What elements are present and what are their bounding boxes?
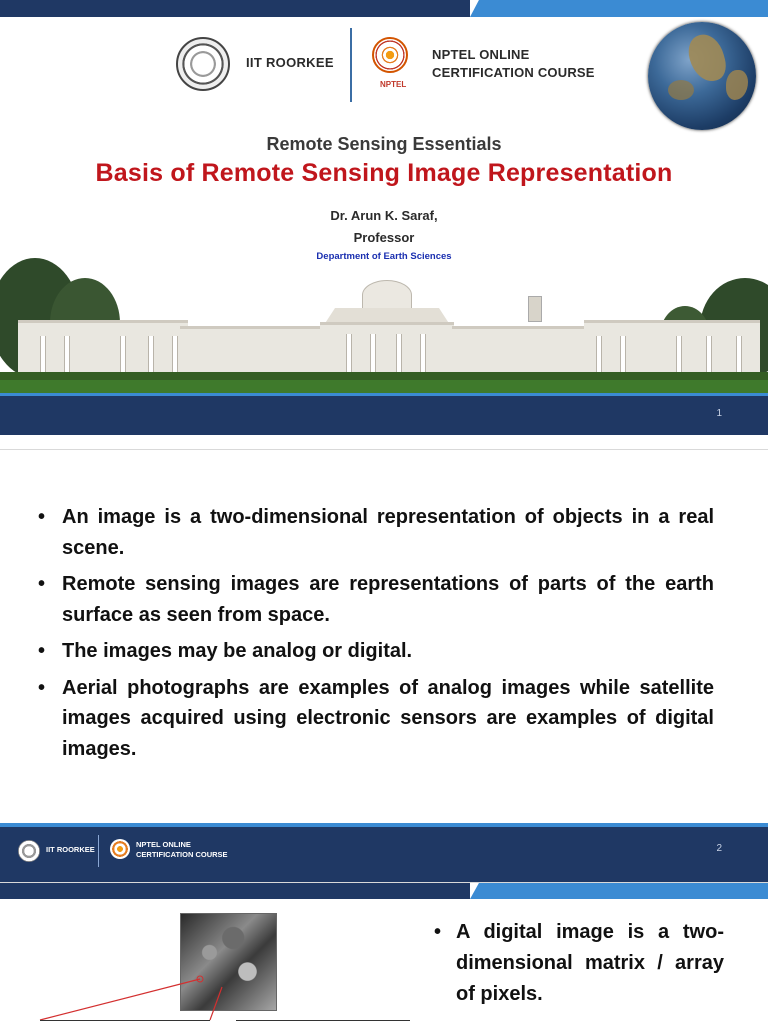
- list-item: • Remote sensing images are representations of parts of the earth surface as seen from space.: [36, 569, 714, 630]
- bullet-list: [36, 502, 714, 770]
- slide-footer: [0, 393, 768, 435]
- course-name: Remote Sensing Essentials: [266, 134, 502, 154]
- globe-icon: [648, 22, 756, 130]
- content-slide-partial: [0, 883, 768, 1024]
- top-strip-dark: [0, 0, 470, 17]
- list-item: • The images may be analog or digital.: [36, 636, 714, 667]
- footer-divider: [98, 835, 99, 867]
- title-slide: [0, 0, 768, 449]
- logo-divider: [350, 28, 352, 102]
- nptel-logo-icon: [110, 839, 130, 859]
- top-strip-light: [470, 0, 768, 17]
- institute-name: IIT ROORKEE: [246, 55, 334, 70]
- lecture-title: Basis of Remote Sensing Image Representation: [95, 159, 673, 187]
- footer-nptel-line-1: NPTEL ONLINE: [136, 840, 191, 849]
- footer-nptel-line-2: CERTIFICATION COURSE: [136, 850, 228, 859]
- author-department: Department of Earth Sciences: [316, 251, 452, 262]
- pixel-grid-left: [40, 1020, 210, 1024]
- list-item: • An image is a two-dimensional representation of objects in a real scene.: [36, 502, 714, 563]
- content-slide: [0, 450, 768, 882]
- footer-nptel-label: [136, 840, 228, 860]
- bullet-list: [432, 917, 724, 1010]
- top-accent-strip: [0, 0, 768, 17]
- iit-roorkee-seal-icon: [176, 37, 230, 91]
- author-name: Dr. Arun K. Saraf,: [330, 208, 438, 223]
- pixel-grid-right: [236, 1020, 410, 1024]
- author-role: Professor: [353, 230, 415, 245]
- list-item: • Aerial photographs are examples of analog images while satellite images acquired using electronic sensors are examples of digital images.: [36, 673, 714, 765]
- page-number: 1: [716, 408, 722, 419]
- page-number: 2: [716, 843, 722, 854]
- building-dome: [362, 280, 412, 310]
- slide-footer: [0, 823, 768, 882]
- iit-roorkee-seal-icon: [18, 840, 40, 862]
- main-building-photo: [0, 248, 768, 394]
- nptel-logo-icon: [372, 37, 408, 73]
- list-item: • A digital image is a two-dimensional matrix / array of pixels.: [432, 917, 724, 1010]
- nptel-line-1: NPTEL ONLINE: [432, 47, 530, 62]
- nptel-course-label: [432, 46, 595, 82]
- footer-institute: IIT ROORKEE: [46, 845, 95, 854]
- water-tower: [528, 296, 542, 322]
- nptel-line-2: CERTIFICATION COURSE: [432, 65, 595, 80]
- nptel-logo-caption: NPTEL: [380, 80, 407, 89]
